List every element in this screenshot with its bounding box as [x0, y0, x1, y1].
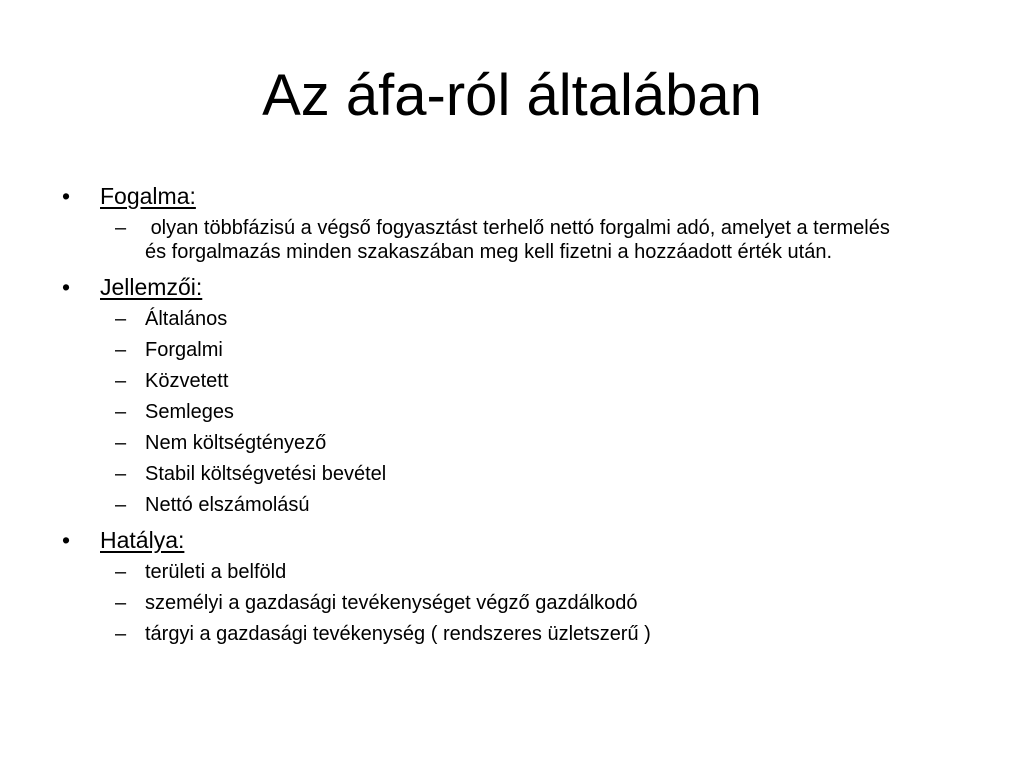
section-fogalma	[60, 180, 960, 264]
sub-item-text: Forgalmi	[145, 339, 223, 361]
sub-item-text: területi a belföld	[145, 561, 287, 583]
sub-item	[60, 560, 960, 584]
bullet-item	[60, 271, 960, 303]
sub-item-text: Közvetett	[145, 370, 229, 392]
section-heading: Hatálya:	[100, 527, 185, 553]
slide-title: Az áfa-ról általában	[262, 63, 762, 128]
sub-item	[60, 400, 960, 424]
sub-list	[60, 307, 960, 517]
sub-item	[60, 591, 960, 615]
sub-item-text: Semleges	[145, 401, 234, 423]
sub-item-text: olyan többfázisú a végső fogyasztást terhelő nettó forgalmi adó, amelyet a termelés és forgalmazás minden szakaszában meg kell fizetni a hozzáadott érték után.	[145, 217, 896, 263]
sub-item-text: személyi a gazdasági tevékenységet végző gazdálkodó	[145, 592, 638, 614]
bullet-marker: •	[62, 274, 71, 300]
sub-item	[60, 216, 960, 264]
sub-item	[60, 622, 960, 646]
sub-item	[60, 493, 960, 517]
sub-item-text: Nettó elszámolású	[145, 494, 310, 516]
section-heading: Jellemzői:	[100, 274, 203, 300]
sub-list	[60, 560, 960, 646]
dash-marker: –	[115, 623, 127, 645]
sub-item	[60, 462, 960, 486]
dash-marker: –	[115, 401, 127, 423]
dash-marker: –	[115, 432, 127, 454]
sub-item-text: Stabil költségvetési bevétel	[145, 463, 387, 485]
sub-item	[60, 307, 960, 331]
bullet-item	[60, 180, 960, 212]
sub-item	[60, 369, 960, 393]
sub-item-text: tárgyi a gazdasági tevékenység ( rendszeres üzletszerű )	[145, 623, 651, 645]
dash-marker: –	[115, 308, 127, 330]
section-hatalya	[60, 524, 960, 646]
dash-marker: –	[115, 561, 127, 583]
dash-marker: –	[115, 339, 127, 361]
bullet-item	[60, 524, 960, 556]
bullet-marker: •	[62, 183, 71, 209]
sub-item-text: Általános	[145, 308, 228, 330]
slide-content	[60, 180, 960, 653]
section-jellemzoi	[60, 271, 960, 517]
dash-marker: –	[115, 463, 127, 485]
dash-marker: –	[115, 217, 127, 239]
sub-item	[60, 338, 960, 362]
dash-marker: –	[115, 370, 127, 392]
bullet-marker: •	[62, 527, 71, 553]
dash-marker: –	[115, 494, 127, 516]
sub-item	[60, 431, 960, 455]
dash-marker: –	[115, 592, 127, 614]
section-heading: Fogalma:	[100, 183, 196, 209]
sub-item-text: Nem költségtényező	[145, 432, 327, 454]
sub-list	[60, 216, 960, 264]
